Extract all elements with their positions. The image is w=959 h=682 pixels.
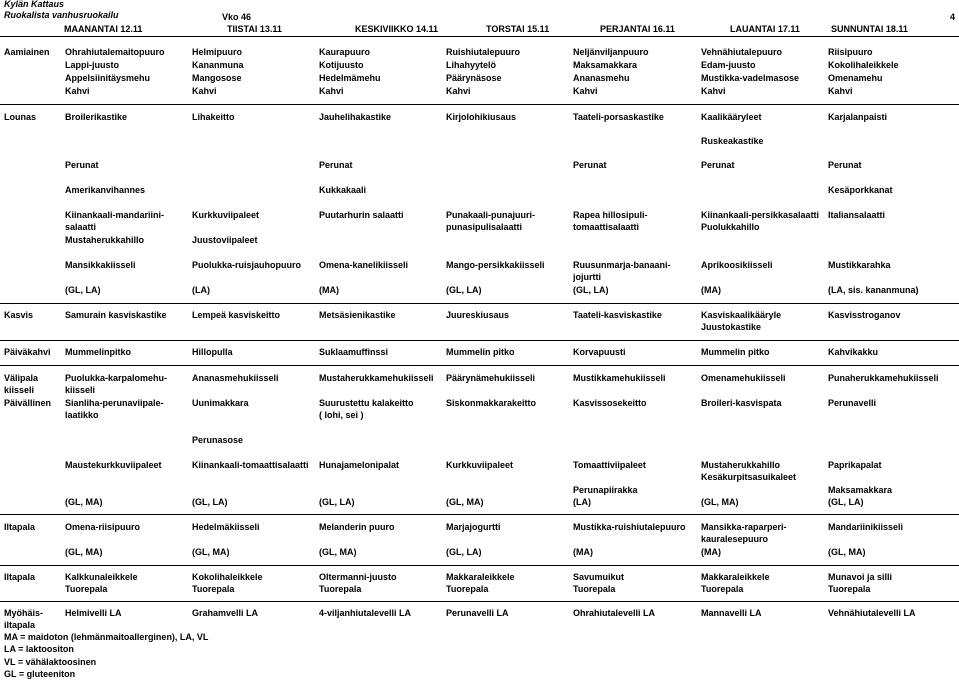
dinner-side: Kurkkuviipaleet (446, 460, 514, 470)
legend-line: VL = vähälaktoosinen (4, 657, 97, 667)
lunch-side: Amerikanvihannes (65, 185, 146, 195)
lunch-salad: punasipulisalaatti (446, 222, 523, 232)
diet-code: (GL, MA) (65, 547, 103, 557)
evening-item: Makkaraleikkele (446, 572, 515, 582)
legend-line: GL = gluteeniton (4, 669, 76, 679)
evening-item: Oltermanni-juusto (319, 572, 397, 582)
meal-label-lounas: Lounas (4, 112, 37, 122)
breakfast-item: Kaurapuuro (319, 47, 371, 57)
section-divider (0, 340, 959, 341)
diet-code: (GL, MA) (701, 497, 739, 507)
coffee-item: Korvapuusti (573, 347, 626, 357)
lunch-salad: Italiansalaatti (828, 210, 886, 220)
bread-item: Tuorepala (319, 584, 362, 594)
diet-code: (GL, MA) (319, 547, 357, 557)
meal-label-paivallinen: Päivällinen (4, 398, 52, 408)
bread-item: Tuorepala (573, 584, 616, 594)
lunch-sauce-sat: Ruskeakastike (701, 136, 764, 146)
evening-item: Savumuikut (573, 572, 625, 582)
meal-label-myohaisiltapala-cont: iltapala (4, 620, 36, 630)
late-item: Mannavelli LA (701, 608, 762, 618)
lunch-potatoes: Perunat (65, 160, 99, 170)
dinner-item-cont: ( lohi, sei ) (319, 410, 364, 420)
header-divider (0, 36, 959, 37)
breakfast-item: Hedelmämehu (319, 73, 381, 83)
dinner-side-extra: Kesäkurpitsasuikaleet (701, 472, 797, 482)
breakfast-item: Mangosose (192, 73, 242, 83)
dinner-side-extra: Perunapiirakka (573, 485, 638, 495)
section-divider (0, 601, 959, 602)
meal-label-valipala: Välipala (4, 373, 39, 383)
lunch-main: Taateli-porsaskastike (573, 112, 664, 122)
legend-line: MA = maidoton (lehmänmaitoallerginen), LA, VL (4, 632, 209, 642)
day-header-mon: MAANANTAI 12.11 (64, 24, 143, 34)
diet-code: (LA, sis. kananmuna) (828, 285, 919, 295)
breakfast-item: Vehnähiutalepuuro (701, 47, 783, 57)
lunch-main: Kirjolohikiusaus (446, 112, 517, 122)
lunch-salad: Kiinankaali-persikkasalaatti (701, 210, 820, 220)
breakfast-item: Appelsiinitäysmehu (65, 73, 151, 83)
lunch-potatoes: Perunat (573, 160, 607, 170)
diet-code: (GL, MA) (446, 497, 484, 507)
day-header-fri: PERJANTAI 16.11 (600, 24, 675, 34)
breakfast-item: Kokolihaleikkele (828, 60, 899, 70)
section-divider (0, 565, 959, 566)
dinner-side-extra: Maksamakkara (828, 485, 893, 495)
dinner-mash-tue: Perunasose (192, 435, 244, 445)
diet-code: (GL, LA) (446, 285, 482, 295)
lunch-salad: Juustoviipaleet (192, 235, 258, 245)
veg-item: Samurain kasviskastike (65, 310, 167, 320)
dinner-item: Sianliha-perunaviipale- (65, 398, 164, 408)
dinner-item: Kasvissosekeitto (573, 398, 647, 408)
veg-item: Taateli-kasviskastike (573, 310, 662, 320)
late-item: Perunavelli LA (446, 608, 509, 618)
snack-item: Puolukka-karpalomehu- (65, 373, 168, 383)
meal-label-valipala-cont: kiisseli (4, 385, 35, 395)
dinner-side: Hunajamelonipalat (319, 460, 400, 470)
day-header-tue: TIISTAI 13.11 (227, 24, 282, 34)
breakfast-item: Lappi-juusto (65, 60, 119, 70)
evening-item-cont: kauralesepuuro (701, 534, 769, 544)
snack-item: Mustikkamehukiisseli (573, 373, 666, 383)
breakfast-item: Kahvi (573, 86, 598, 96)
lunch-dessert: Aprikoosikiisseli (701, 260, 773, 270)
late-item: 4-viljanhiutalevelli LA (319, 608, 412, 618)
breakfast-item: Lihahyytelö (446, 60, 497, 70)
breakfast-item: Maksamakkara (573, 60, 638, 70)
breakfast-item: Kananmuna (192, 60, 244, 70)
bread-item: Tuorepala (828, 584, 871, 594)
diet-code: (MA) (701, 285, 721, 295)
evening-item: Omena-riisipuuro (65, 522, 141, 532)
breakfast-item: Kahvi (319, 86, 344, 96)
dinner-side: Mustaherukkahillo (701, 460, 781, 470)
lunch-main: Broilerikastike (65, 112, 128, 122)
lunch-dessert: Ruusunmarja-banaani- (573, 260, 671, 270)
lunch-salad: salaatti (65, 222, 97, 232)
bread-item: Tuorepala (701, 584, 744, 594)
veg-item: Juureskiusaus (446, 310, 510, 320)
breakfast-item: Ohrahiutalemaitopuuro (65, 47, 165, 57)
lunch-dessert-cont: jojurtti (573, 272, 601, 282)
meal-label-iltapala: Iltapala (4, 572, 36, 582)
lunch-main: Jauhelihakastike (319, 112, 392, 122)
meal-label-iltapala: Iltapala (4, 522, 36, 532)
diet-code: (GL, MA) (828, 547, 866, 557)
dinner-side: Tomaattiviipaleet (573, 460, 646, 470)
diet-code: (GL, LA) (192, 497, 228, 507)
snack-item: Punaherukkamehukiisseli (828, 373, 939, 383)
veg-item: Metsäsienikastike (319, 310, 396, 320)
veg-item: Kasvisstroganov (828, 310, 901, 320)
section-divider (0, 514, 959, 515)
late-item: Ohrahiutalevelli LA (573, 608, 656, 618)
dinner-item: Broileri-kasvispata (701, 398, 782, 408)
lunch-salad: Rapea hillosipuli- (573, 210, 648, 220)
diet-code: (GL, LA) (573, 285, 609, 295)
breakfast-item: Päärynäsose (446, 73, 502, 83)
section-divider (0, 104, 959, 105)
lunch-salad: Puutarhurin salaatti (319, 210, 404, 220)
coffee-item: Mummelinpitko (65, 347, 132, 357)
day-header-sun: SUNNUNTAI 18.11 (831, 24, 908, 34)
day-header-sat: LAUANTAI 17.11 (730, 24, 800, 34)
breakfast-item: Neljänviljanpuuro (573, 47, 649, 57)
breakfast-item: Edam-juusto (701, 60, 756, 70)
breakfast-item: Ananasmehu (573, 73, 630, 83)
week-number: Vko 46 (222, 12, 252, 22)
lunch-dessert: Mango-persikkakiisseli (446, 260, 545, 270)
breakfast-item: Mustikka-vadelmasose (701, 73, 800, 83)
lunch-potatoes: Perunat (319, 160, 353, 170)
dinner-item: Uunimakkara (192, 398, 249, 408)
diet-code: (GL, LA) (446, 547, 482, 557)
lunch-dessert: Omena-kanelikiisseli (319, 260, 409, 270)
dinner-item: Perunavelli (828, 398, 877, 408)
bread-item: Tuorepala (192, 584, 235, 594)
snack-item: Päärynämehukiisseli (446, 373, 536, 383)
legend-line: LA = laktoositon (4, 644, 74, 654)
evening-item: Kalkkunaleikkele (65, 572, 138, 582)
breakfast-item: Helmipuuro (192, 47, 243, 57)
late-item: Helmivelli LA (65, 608, 122, 618)
lunch-dessert: Mustikkarahka (828, 260, 891, 270)
coffee-item: Kahvikakku (828, 347, 879, 357)
veg-item: Kasviskaalikääryle (701, 310, 782, 320)
lunch-salad: Kiinankaali-mandariini- (65, 210, 165, 220)
evening-item: Munavoi ja silli (828, 572, 893, 582)
late-item: Vehnähiutalevelli LA (828, 608, 916, 618)
breakfast-item: Riisipuuro (828, 47, 873, 57)
meal-label-kasvis: Kasvis (4, 310, 34, 320)
breakfast-item: Kahvi (828, 86, 853, 96)
evening-item: Marjajogurtti (446, 522, 501, 532)
breakfast-item: Kahvi (192, 86, 217, 96)
evening-item: Kokolihaleikkele (192, 572, 263, 582)
breakfast-item: Kahvi (701, 86, 726, 96)
snack-item: Mustaherukkamehukiisseli (319, 373, 434, 383)
breakfast-item: Omenamehu (828, 73, 883, 83)
diet-code: (GL, LA) (828, 497, 864, 507)
lunch-salad: tomaattisalaatti (573, 222, 640, 232)
late-item: Grahamvelli LA (192, 608, 259, 618)
lunch-potatoes: Perunat (701, 160, 735, 170)
diet-code: (MA) (573, 547, 593, 557)
coffee-item: Suklaamuffinssi (319, 347, 389, 357)
coffee-item: Hillopulla (192, 347, 233, 357)
snack-item: Omenamehukiisseli (701, 373, 786, 383)
diet-code: (MA) (701, 547, 721, 557)
lunch-side: Kukkakaali (319, 185, 367, 195)
diet-code: (LA) (192, 285, 210, 295)
evening-item: Mustikka-ruishiutalepuuro (573, 522, 686, 532)
dinner-side: Maustekurkkuviipaleet (65, 460, 162, 470)
lunch-main: Lihakeitto (192, 112, 235, 122)
lunch-dessert: Mansikkakiisseli (65, 260, 136, 270)
evening-item: Melanderin puuro (319, 522, 395, 532)
coffee-item: Mummelin pitko (446, 347, 515, 357)
veg-item-extra: Juustokastike (701, 322, 762, 332)
lunch-salad: Puolukkahillo (701, 222, 760, 232)
dinner-item: Siskonmakkarakeitto (446, 398, 537, 408)
dinner-item-cont: laatikko (65, 410, 99, 420)
lunch-potatoes: Perunat (828, 160, 862, 170)
lunch-salad: Punakaali-punajuuri- (446, 210, 536, 220)
evening-item: Mansikka-raparperi- (701, 522, 787, 532)
meal-label-aamiainen: Aamiainen (4, 47, 50, 57)
meal-label-paivakahvi: Päiväkahvi (4, 347, 51, 357)
page-number: 4 (950, 12, 956, 22)
menu-subtitle: Ruokalista vanhusruokailu (4, 10, 119, 20)
lunch-side: Kesäporkkanat (828, 185, 893, 195)
bread-item: Tuorepala (65, 584, 108, 594)
breakfast-item: Kahvi (446, 86, 471, 96)
snack-item: Ananasmehukiisseli (192, 373, 279, 383)
coffee-item: Mummelin pitko (701, 347, 770, 357)
breakfast-item: Kahvi (65, 86, 90, 96)
dinner-side: Kiinankaali-tomaattisalaatti (192, 460, 309, 470)
lunch-main: Karjalanpaisti (828, 112, 888, 122)
section-divider (0, 303, 959, 304)
diet-code: (GL, LA) (319, 497, 355, 507)
evening-item: Hedelmäkiisseli (192, 522, 260, 532)
dinner-side: Paprikapalat (828, 460, 882, 470)
day-header-thu: TORSTAI 15.11 (486, 24, 550, 34)
breakfast-item: Ruishiutalepuuro (446, 47, 520, 57)
company-name: Kylän Kattaus (4, 0, 65, 9)
diet-code: (MA) (319, 285, 339, 295)
section-divider (0, 365, 959, 366)
diet-code: (GL, MA) (192, 547, 230, 557)
lunch-salad: Mustaherukkahillo (65, 235, 145, 245)
day-header-wed: KESKIVIIKKO 14.11 (355, 24, 439, 34)
diet-code: (GL, MA) (65, 497, 103, 507)
evening-item: Mandariinikiisseli (828, 522, 904, 532)
bread-item: Tuorepala (446, 584, 489, 594)
snack-item-cont: kiisseli (65, 385, 96, 395)
lunch-dessert: Puolukka-ruisjauhopuuro (192, 260, 302, 270)
lunch-main: Kaalikääryleet (701, 112, 762, 122)
diet-code: (LA) (573, 497, 591, 507)
veg-item: Lempeä kasviskeitto (192, 310, 281, 320)
breakfast-item: Kotijuusto (319, 60, 364, 70)
evening-item: Makkaraleikkele (701, 572, 770, 582)
diet-code: (GL, LA) (65, 285, 101, 295)
dinner-item: Suurustettu kalakeitto (319, 398, 414, 408)
meal-label-myohaisiltapala: Myöhäis- (4, 608, 44, 618)
lunch-salad: Kurkkuviipaleet (192, 210, 260, 220)
